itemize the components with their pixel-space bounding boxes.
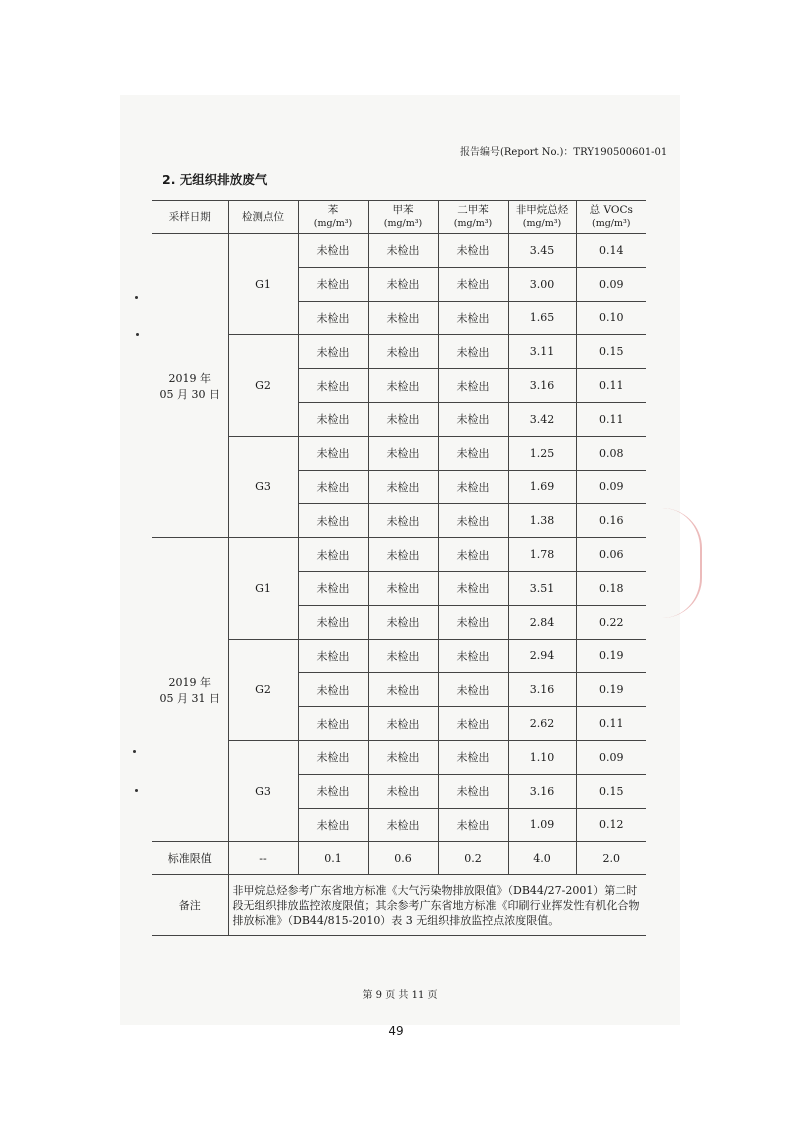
vocs-cell: 0.08 xyxy=(576,436,646,470)
vocs-cell: 0.11 xyxy=(576,402,646,436)
benzene-cell: 未检出 xyxy=(298,707,368,741)
benzene-cell: 未检出 xyxy=(298,267,368,301)
header-toluene: 甲苯 (mg/m³) xyxy=(368,201,438,234)
xylene-cell: 未检出 xyxy=(438,707,508,741)
xylene-cell: 未检出 xyxy=(438,234,508,268)
xylene-cell: 未检出 xyxy=(438,538,508,572)
nmhc-cell: 1.09 xyxy=(508,808,576,842)
scan-speck xyxy=(133,750,136,753)
scan-speck xyxy=(136,333,139,336)
vocs-cell: 0.19 xyxy=(576,673,646,707)
toluene-cell: 未检出 xyxy=(368,301,438,335)
section-title: 2. 无组织排放废气 xyxy=(162,172,268,187)
xylene-cell: 未检出 xyxy=(438,402,508,436)
vocs-cell: 0.06 xyxy=(576,538,646,572)
vocs-cell: 0.09 xyxy=(576,740,646,774)
note-text: 非甲烷总烃参考广东省地方标准《大气污染物排放限值》（DB44/27-2001）第二时段无组织排放监控浓度限值；其余参考广东省地方标准《印刷行业挥发性有机化合物排放标准》（DB44/815-2010）表 3 无组织排放监控点浓度限值。 xyxy=(228,875,646,936)
limit-point: -- xyxy=(228,842,298,875)
nmhc-cell: 3.45 xyxy=(508,234,576,268)
nmhc-cell: 1.78 xyxy=(508,538,576,572)
xylene-cell: 未检出 xyxy=(438,673,508,707)
benzene-cell: 未检出 xyxy=(298,740,368,774)
toluene-cell: 未检出 xyxy=(368,267,438,301)
toluene-cell: 未检出 xyxy=(368,639,438,673)
benzene-cell: 未检出 xyxy=(298,571,368,605)
xylene-cell: 未检出 xyxy=(438,740,508,774)
xylene-cell: 未检出 xyxy=(438,335,508,369)
xylene-cell: 未检出 xyxy=(438,808,508,842)
benzene-cell: 未检出 xyxy=(298,774,368,808)
nmhc-cell: 3.42 xyxy=(508,402,576,436)
sampling-point-cell: G1 xyxy=(228,234,298,335)
vocs-cell: 0.22 xyxy=(576,605,646,639)
sampling-point-cell: G3 xyxy=(228,740,298,841)
nmhc-cell: 1.65 xyxy=(508,301,576,335)
nmhc-cell: 1.10 xyxy=(508,740,576,774)
table-row xyxy=(152,234,646,268)
header-benzene: 苯 (mg/m³) xyxy=(298,201,368,234)
toluene-cell: 未检出 xyxy=(368,369,438,403)
toluene-cell: 未检出 xyxy=(368,673,438,707)
vocs-cell: 0.12 xyxy=(576,808,646,842)
toluene-cell: 未检出 xyxy=(368,740,438,774)
xylene-cell: 未检出 xyxy=(438,369,508,403)
vocs-cell: 0.15 xyxy=(576,335,646,369)
nmhc-cell: 3.16 xyxy=(508,774,576,808)
xylene-cell: 未检出 xyxy=(438,571,508,605)
benzene-cell: 未检出 xyxy=(298,369,368,403)
vocs-cell: 0.16 xyxy=(576,504,646,538)
xylene-cell: 未检出 xyxy=(438,436,508,470)
date-year: 2019 年 xyxy=(168,675,211,689)
sampling-point-cell: G1 xyxy=(228,538,298,639)
vocs-cell: 0.15 xyxy=(576,774,646,808)
vocs-cell: 0.09 xyxy=(576,470,646,504)
nmhc-cell: 1.38 xyxy=(508,504,576,538)
benzene-cell: 未检出 xyxy=(298,504,368,538)
xylene-cell: 未检出 xyxy=(438,267,508,301)
header-nmhc: 非甲烷总烃 (mg/m³) xyxy=(508,201,576,234)
limit-row xyxy=(152,842,646,875)
toluene-cell: 未检出 xyxy=(368,436,438,470)
benzene-cell: 未检出 xyxy=(298,673,368,707)
emission-table xyxy=(152,200,646,936)
vocs-cell: 0.14 xyxy=(576,234,646,268)
nmhc-cell: 2.84 xyxy=(508,605,576,639)
report-number: 报告编号(Report No.)：TRY190500601-01 xyxy=(460,147,668,158)
nmhc-cell: 3.11 xyxy=(508,335,576,369)
benzene-cell: 未检出 xyxy=(298,402,368,436)
sampling-point-cell: G3 xyxy=(228,436,298,537)
limit-toluene: 0.6 xyxy=(368,842,438,875)
toluene-cell: 未检出 xyxy=(368,504,438,538)
note-label: 备注 xyxy=(152,875,228,936)
xylene-cell: 未检出 xyxy=(438,504,508,538)
toluene-cell: 未检出 xyxy=(368,335,438,369)
sample-date-cell xyxy=(152,538,228,842)
toluene-cell: 未检出 xyxy=(368,605,438,639)
nmhc-cell: 3.00 xyxy=(508,267,576,301)
benzene-cell: 未检出 xyxy=(298,335,368,369)
xylene-cell: 未检出 xyxy=(438,470,508,504)
header-vocs: 总 VOCs (mg/m³) xyxy=(576,201,646,234)
header-xylene: 二甲苯 (mg/m³) xyxy=(438,201,508,234)
table-header-row xyxy=(152,201,646,234)
toluene-cell: 未检出 xyxy=(368,402,438,436)
sample-date-cell xyxy=(152,234,228,538)
toluene-cell: 未检出 xyxy=(368,707,438,741)
nmhc-cell: 3.16 xyxy=(508,369,576,403)
xylene-cell: 未检出 xyxy=(438,639,508,673)
vocs-cell: 0.10 xyxy=(576,301,646,335)
scan-speck xyxy=(135,296,138,299)
nmhc-cell: 2.94 xyxy=(508,639,576,673)
sampling-point-cell: G2 xyxy=(228,335,298,436)
seal-stamp-fragment xyxy=(650,508,702,618)
benzene-cell: 未检出 xyxy=(298,470,368,504)
limit-vocs: 2.0 xyxy=(576,842,646,875)
vocs-cell: 0.18 xyxy=(576,571,646,605)
nmhc-cell: 1.25 xyxy=(508,436,576,470)
vocs-cell: 0.11 xyxy=(576,707,646,741)
limit-label: 标准限值 xyxy=(152,842,228,875)
benzene-cell: 未检出 xyxy=(298,605,368,639)
benzene-cell: 未检出 xyxy=(298,301,368,335)
limit-xylene: 0.2 xyxy=(438,842,508,875)
sampling-point-cell: G2 xyxy=(228,639,298,740)
nmhc-cell: 1.69 xyxy=(508,470,576,504)
toluene-cell: 未检出 xyxy=(368,234,438,268)
header-date: 采样日期 xyxy=(152,201,228,234)
toluene-cell: 未检出 xyxy=(368,538,438,572)
limit-benzene: 0.1 xyxy=(298,842,368,875)
limit-nmhc: 4.0 xyxy=(508,842,576,875)
vocs-cell: 0.19 xyxy=(576,639,646,673)
toluene-cell: 未检出 xyxy=(368,571,438,605)
benzene-cell: 未检出 xyxy=(298,808,368,842)
xylene-cell: 未检出 xyxy=(438,301,508,335)
note-row xyxy=(152,875,646,936)
toluene-cell: 未检出 xyxy=(368,470,438,504)
page-indicator: 第 9 页 共 11 页 xyxy=(362,990,438,1001)
date-day: 05 月 31 日 xyxy=(159,691,220,705)
vocs-cell: 0.09 xyxy=(576,267,646,301)
header-point: 检测点位 xyxy=(228,201,298,234)
xylene-cell: 未检出 xyxy=(438,774,508,808)
nmhc-cell: 3.51 xyxy=(508,571,576,605)
scan-speck xyxy=(135,789,138,792)
nmhc-cell: 2.62 xyxy=(508,707,576,741)
table-row xyxy=(152,538,646,572)
xylene-cell: 未检出 xyxy=(438,605,508,639)
nmhc-cell: 3.16 xyxy=(508,673,576,707)
toluene-cell: 未检出 xyxy=(368,808,438,842)
footer-page-number: 49 xyxy=(388,1024,404,1038)
benzene-cell: 未检出 xyxy=(298,436,368,470)
date-day: 05 月 30 日 xyxy=(159,387,220,401)
benzene-cell: 未检出 xyxy=(298,234,368,268)
benzene-cell: 未检出 xyxy=(298,538,368,572)
benzene-cell: 未检出 xyxy=(298,639,368,673)
date-year: 2019 年 xyxy=(168,371,211,385)
toluene-cell: 未检出 xyxy=(368,774,438,808)
vocs-cell: 0.11 xyxy=(576,369,646,403)
